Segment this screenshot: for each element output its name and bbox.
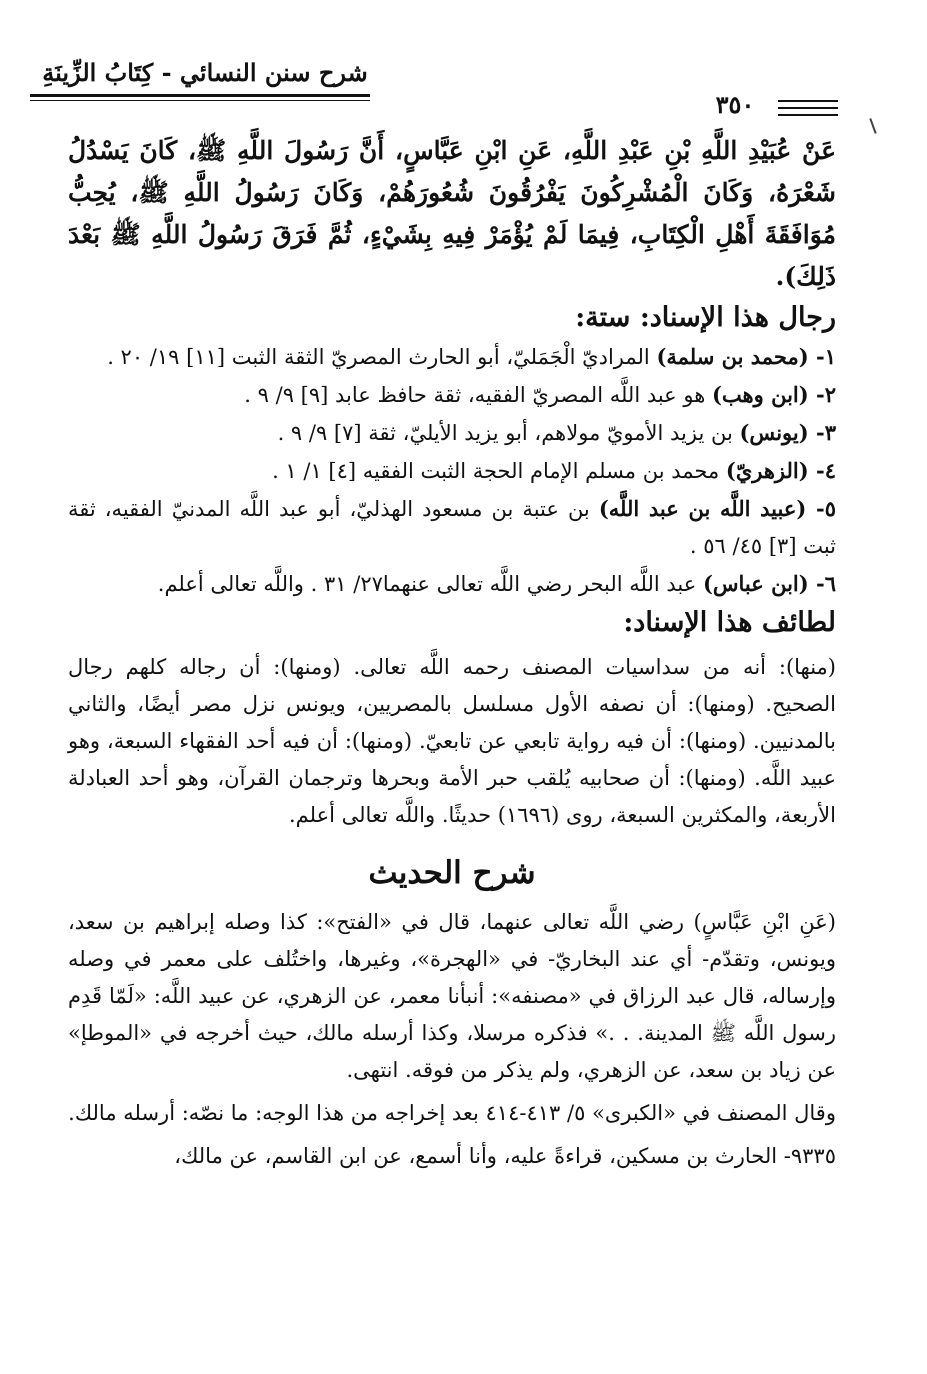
next-hadith-chain: ٩٣٣٥- الحارث بن مسكين، قراءةً عليه، وأنا أسمع، عن ابن القاسم، عن مالك،	[174, 1144, 836, 1168]
narrator-name: ٦- (ابن عباس)	[702, 571, 836, 596]
narrator-details: بن يزيد الأمويّ مولاهم، أبو يزيد الأيليّ، ثقة [٧] ٩/ ٩ .	[277, 421, 740, 445]
running-header-title: شرح سنن النسائي - كِتَابُ الزِّينَةِ	[42, 58, 368, 87]
page-number-rule	[778, 114, 838, 116]
commentary-heading: شرح الحديث	[368, 855, 536, 891]
narrator-name: ١- (محمد بن سلمة)	[656, 344, 836, 369]
commentary-paragraph: (عَنِ ابْنِ عَبَّاسٍ) رضي اللَّه تعالى عنهما، قال في «الفتح»: كذا وصله إبراهيم بن سعد، ويونس، وتقدّم- أي عند البخاريّ- في «الهجرة»، وغيرها، واختُلف على معمر في وصله وإرساله، قال عبد الرزاق في «مصنفه»: أنبأنا معمر، عن الزهري، عن عبيد اللَّه: «لَمّا قَدِم رسول اللَّه ﷺ المدينة. . .» فذكره مرسلا، وكذا أرسله مالك، حيث أخرجه في «الموطإ» عن زياد بن سعد، عن الزهري، ولم يذكر من فوقه. انتهى.	[68, 910, 836, 1082]
page-number-rule	[778, 100, 838, 102]
narrators-heading: رجال هذا الإسناد: ستة:	[575, 302, 836, 333]
margin-mark	[869, 118, 876, 134]
narrator-details: بن عتبة بن مسعود الهذليّ، أبو عبد اللَّه المدنيّ الفقيه، ثقة ثبت [٣] ٤٥/ ٥٦ .	[68, 497, 836, 558]
subtleties-heading: لطائف هذا الإسناد:	[623, 607, 836, 638]
narrator-name: ٤- (الزهريّ)	[725, 458, 836, 483]
narrator-item	[68, 414, 836, 452]
page-number: ٣٥٠	[715, 90, 755, 119]
hadith-text: عَنْ عُبَيْدِ اللَّهِ بْنِ عَبْدِ اللَّهِ، عَنِ ابْنِ عَبَّاسٍ، أَنَّ رَسُولَ اللَّهِ ﷺ، كَانَ يَسْدُلُ شَعْرَهُ، وَكَانَ الْمُشْرِكُونَ يَفْرُقُونَ شُعُورَهُمْ، وَكَانَ رَسُولُ اللَّهِ ﷺ، يُحِبُّ مُوَافَقَةَ أَهْلِ الْكِتَابِ، فِيمَا لَمْ يُؤْمَرْ فِيهِ بِشَيْءٍ، ثُمَّ فَرَقَ رَسُولُ اللَّهِ ﷺ بَعْدَ ذَلِكَ).	[68, 136, 836, 291]
narrator-item	[68, 490, 836, 565]
narrator-details: عبد اللَّه البحر رضي اللَّه تعالى عنهما٢٧/ ٣١ . واللَّه تعالى أعلم.	[157, 572, 703, 596]
page-body	[68, 130, 836, 1175]
narrator-item	[68, 338, 836, 376]
header-rule-thin	[30, 100, 370, 101]
narrator-name: ٥- (عبيد اللَّه بن عبد اللَّه)	[598, 496, 836, 521]
header-rule	[30, 94, 370, 97]
commentary-paragraph: وقال المصنف في «الكبرى» ٥/ ٤١٣-٤١٤ بعد إخراجه من هذا الوجه: ما نصّه: أرسله مالك.	[68, 1101, 836, 1125]
narrator-details: محمد بن مسلم الإمام الحجة الثبت الفقيه [٤] ١/ ١ .	[272, 459, 726, 483]
narrator-details: المراديّ الْجَمَليّ، أبو الحارث المصريّ الثقة الثبت [١١] ١٩/ ٢٠ .	[107, 345, 657, 369]
narrator-item	[68, 376, 836, 414]
narrator-name: ٣- (يونس)	[739, 420, 836, 445]
subtleties-paragraph: (منها): أنه من سداسيات المصنف رحمه اللَّه تعالى. (ومنها): أن رجاله كلهم رجال الصحيح. (ومنها): أن نصفه الأول مسلسل بالمصريين، ويونس نزل مصر أيضًا، والثاني بالمدنيين. (ومنها): أن فيه رواية تابعي عن تابعيّ. (ومنها): أن فيه أحد الفقهاء السبعة، وهو عبيد اللَّه. (ومنها): أن صحابيه يُلقب حبر الأمة وبحرها وترجمان القرآن، وهو أحد العبادلة الأربعة، والمكثرين السبعة، روى (١٦٩٦) حديثًا. واللَّه تعالى أعلم.	[68, 655, 836, 827]
narrator-item	[68, 452, 836, 490]
page-number-rule	[778, 107, 838, 109]
narrator-details: هو عبد اللَّه المصريّ الفقيه، ثقة حافظ عابد [٩] ٩/ ٩ .	[244, 383, 712, 407]
narrator-name: ٢- (ابن وهب)	[712, 382, 836, 407]
narrator-item	[68, 565, 836, 603]
